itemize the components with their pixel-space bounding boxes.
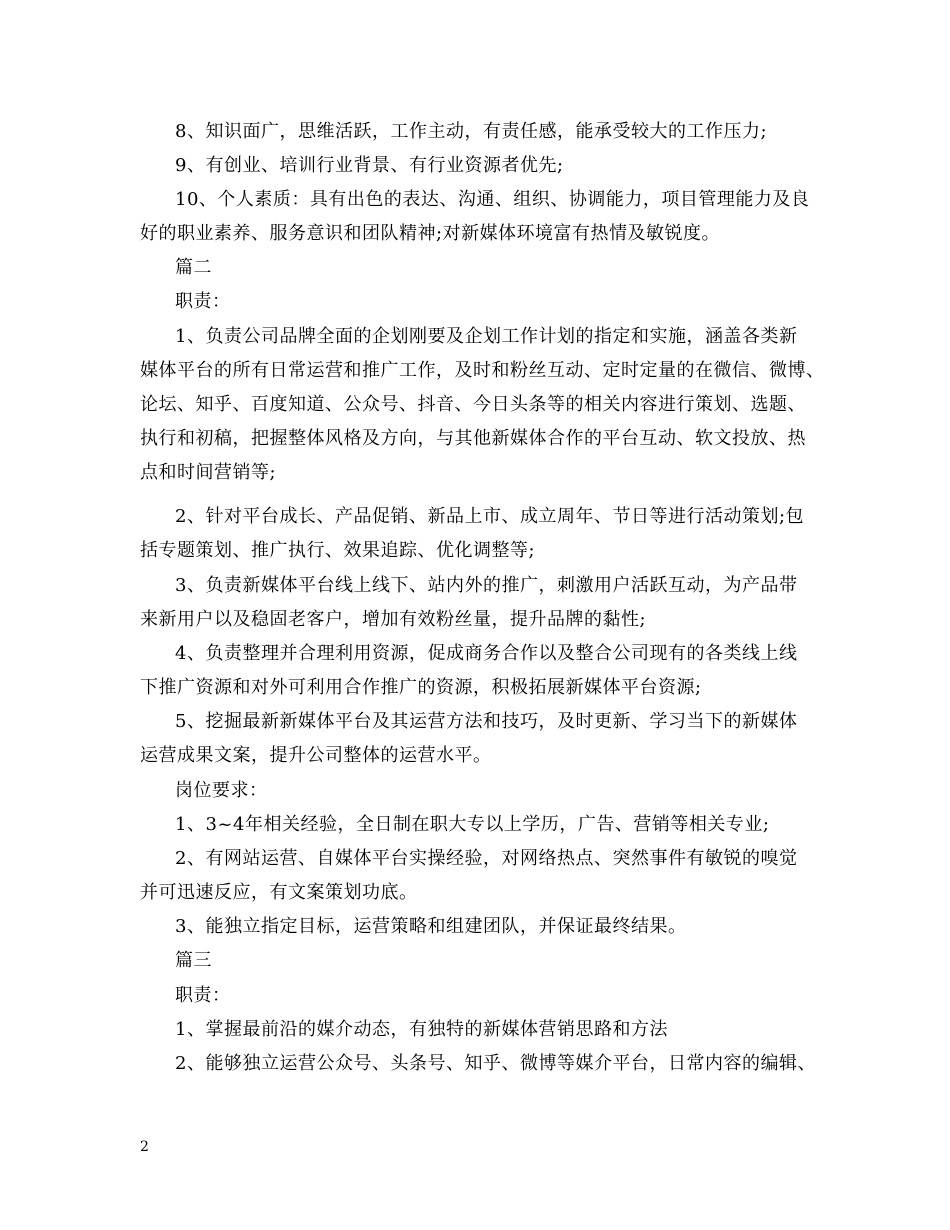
text-line: 2、有网站运营、自媒体平台实操经验，对网络热点、突然事件有敏锐的嗅觉: [175, 848, 798, 869]
section-heading: 篇三: [175, 950, 212, 971]
text-line: 论坛、知乎、百度知道、公众号、抖音、今日头条等的相关内容进行策划、选题、: [140, 394, 806, 415]
text-line: 1、掌握最前沿的媒介动态，有独特的新媒体营销思路和方法: [175, 1019, 668, 1040]
page-number: 2: [140, 1139, 149, 1155]
text-line: 9、有创业、培训行业背景、有行业资源者优先;: [175, 155, 564, 176]
text-line: 1、负责公司品牌全面的企划刚要及企划工作计划的指定和实施，涵盖各类新: [175, 326, 798, 347]
text-line: 并可迅速反应，有文案策划功底。: [140, 882, 418, 903]
text-line: 8、知识面广，思维活跃，工作主动，有责任感，能承受较大的工作压力;: [175, 121, 768, 142]
text-line: 1、3~4年相关经验，全日制在职大专以上学历，广告、营销等相关专业;: [175, 814, 770, 835]
text-line: 好的职业素养、服务意识和团队精神;对新媒体环境富有热情及敏锐度。: [140, 223, 721, 244]
text-line: 10、个人素质：具有出色的表达、沟通、组织、协调能力，项目管理能力及良: [175, 189, 810, 210]
subheading: 岗位要求：: [175, 780, 268, 801]
text-line: 媒体平台的所有日常运营和推广工作，及时和粉丝互动、定时定量的在微信、微博、: [140, 360, 825, 381]
text-line: 3、负责新媒体平台线上线下、站内外的推广，刺激用户活跃互动，为产品带: [175, 575, 798, 596]
text-line: 2、针对平台成长、产品促销、新品上市、成立周年、节日等进行活动策划;包: [175, 506, 805, 527]
text-line: 3、能独立指定目标，运营策略和组建团队，并保证最终结果。: [175, 916, 687, 937]
subheading: 职责：: [175, 985, 231, 1006]
text-line: 下推广资源和对外可利用合作推广的资源，积极拓展新媒体平台资源;: [140, 677, 702, 698]
text-line: 5、挖掘最新新媒体平台及其运营方法和技巧，及时更新、学习当下的新媒体: [175, 711, 798, 732]
text-line: 点和时间营销等;: [140, 462, 277, 483]
text-line: 2、能够独立运营公众号、头条号、知乎、微博等媒介平台，日常内容的编辑、: [175, 1053, 816, 1074]
subheading: 职责：: [175, 291, 231, 312]
text-line: 4、负责整理并合理利用资源，促成商务合作以及整合公司现有的各类线上线: [175, 643, 798, 664]
section-heading: 篇二: [175, 257, 212, 278]
text-line: 括专题策划、推广执行、效果追踪、优化调整等;: [140, 540, 536, 561]
text-line: 来新用户以及稳固老客户，增加有效粉丝量，提升品牌的黏性;: [140, 609, 647, 630]
text-line: 运营成果文案，提升公司整体的运营水平。: [140, 745, 492, 766]
text-line: 执行和初稿，把握整体风格及方向，与其他新媒体合作的平台互动、软文投放、热: [140, 428, 806, 449]
